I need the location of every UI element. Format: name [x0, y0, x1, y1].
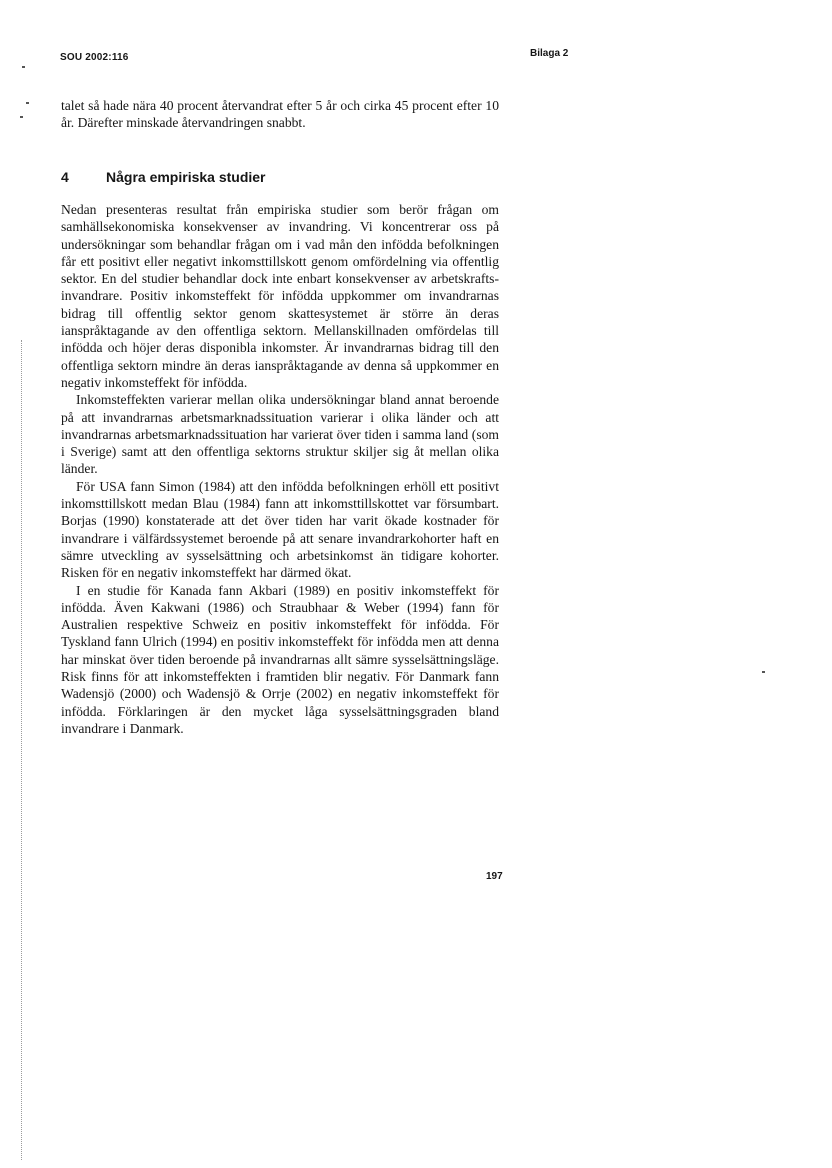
- paragraph: Nedan presenteras resultat från empiriska studier som berör frågan om samhällsekonomiska konsekvenser av invandring. Vi koncentrerar oss på undersökningar som behandlar frågan om i vad mån den infödda befolkningen får ett positivt eller negativt inkomsttillskott genom omfördelning via offentlig sektor. En del studier behandlar dock inte enbart konsekvenser av arbetskraftsinvandrare. Positiv inkomsteffekt för infödda uppkommer om invandrarnas bidrag till offentlig sektor genom skattesystemet är större än deras ianspråktagande av den offentliga sektorn. Mellanskillnaden omfördelas till infödda och höjer deras disponibla inkomster. Är invandrarnas bidrag till den offentliga sektorn mindre än deras ianspråktagande av denna så uppkommer en negativ inkomsteffekt för infödda.: [61, 202, 499, 390]
- scan-artifact-dot: [26, 102, 29, 104]
- page-number: 197: [486, 871, 503, 882]
- scan-artifact-line: [21, 340, 22, 1160]
- scan-artifact-dot: [20, 116, 23, 118]
- appendix-label: Bilaga 2: [530, 48, 569, 59]
- scan-artifact-dot: [762, 671, 765, 673]
- section-heading: [61, 169, 266, 185]
- section-number: 4: [61, 169, 69, 185]
- scan-artifact-dot: [22, 66, 25, 68]
- paragraph: I en studie för Kanada fann Akbari (1989) en positiv inkomsteffekt för infödda. Även Kakwani (1986) och Straubhaar & Weber (1994) fann för Australien respektive Schweiz en positiv inkomsteffekt för infödda. För Tyskland fann Ulrich (1994) en positiv inkomsteffekt för infödda men att denna har minskat över tiden beroende på invandrarnas allt sämre sysselsättningsläge. Risk finns för att inkomsteffekten i framtiden blir negativ. För Danmark fann Wadensjö (2000) och Wadensjö & Orrje (2002) en negativ inkomsteffekt för infödda. Förklaringen är den mycket låga sysselsättningsgraden bland invandrare i Danmark.: [61, 582, 499, 736]
- section-body: [61, 201, 499, 737]
- paragraph: Inkomsteffekten varierar mellan olika undersökningar bland annat beroende på att invandrarnas arbetsmarknadssituation varierar i olika länder och att invandrarnas arbetsmarknadssituation har varierat över tiden i samma land (som i Sverige) samt att den offentliga sektorns struktur skiljer sig åt mellan olika länder.: [61, 392, 499, 477]
- section-title: Några empiriska studier: [106, 169, 266, 185]
- report-id: SOU 2002:116: [60, 52, 129, 63]
- paragraph: För USA fann Simon (1984) att den infödda befolkningen erhöll ett positivt inkomsttillskott medan Blau (1984) fann att inkomsttillskottet var försumbart. Borjas (1990) konstaterade att det över tiden har varit ökade kostnader för invandrare i välfärdssystemet beroende på att senare invandrarkohorter haft en sämre utveckling av sysselsättning och arbetsinkomst än tidigare kohorter. Risken för en negativ inkomsteffekt har därmed ökat.: [61, 478, 499, 581]
- intro-paragraph: talet så hade nära 40 procent återvandrat efter 5 år och cirka 45 procent efter 10 år. Därefter minskade återvandringen snabbt.: [61, 98, 499, 131]
